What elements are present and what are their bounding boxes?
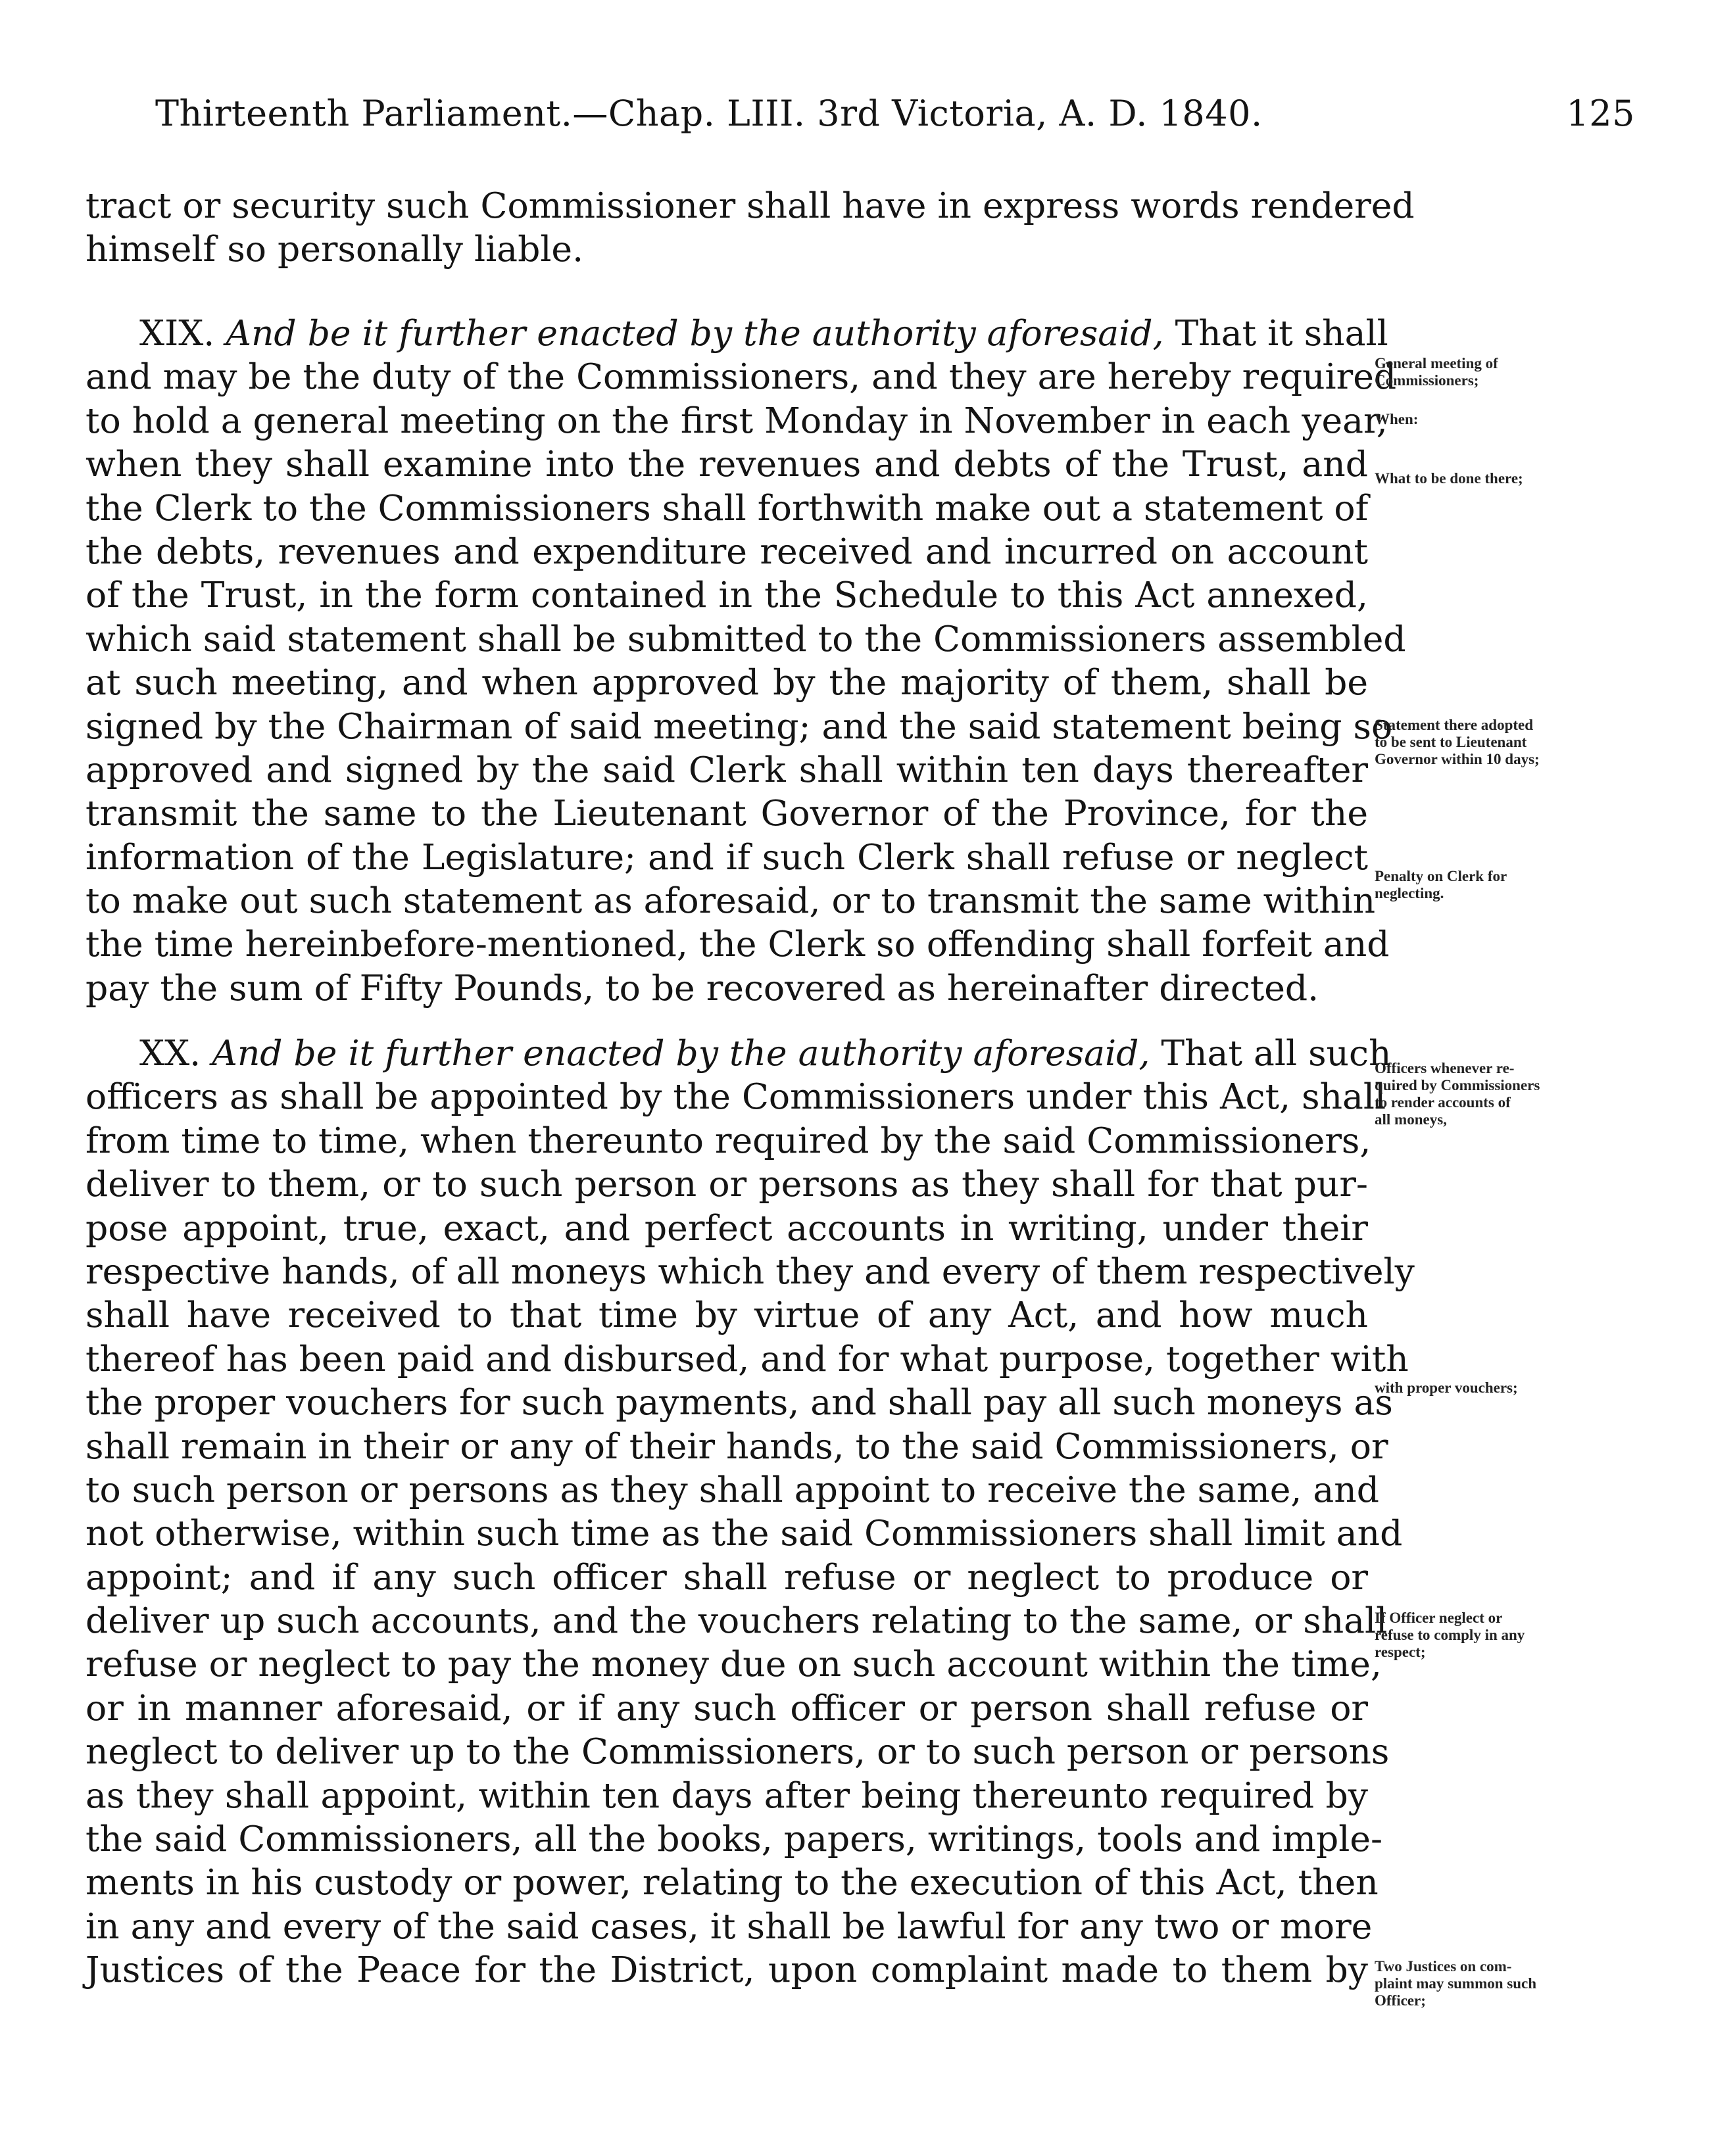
text-line: pay the sum of Fifty Pounds, to be recovered as hereinafter directed. [86,967,1319,1009]
section-xx-first-line [86,1032,1392,1075]
text-line: officers as shall be appointed by the Commissioners under this Act, shall [86,1076,1386,1118]
section-xix [86,312,1406,1010]
margin-note-general-meeting [1375,355,1625,389]
text-line: to hold a general meeting on the first Monday in November in each year, [86,399,1388,441]
text-line: signed by the Chairman of said meeting; and the said statement being so [86,705,1393,747]
section-xix-first-line [86,312,1388,355]
text-fragment: That all such [1161,1032,1392,1074]
margin-note-penalty-clerk [1375,868,1625,902]
text-line: and may be the duty of the Commissioners, and they are hereby required [86,356,1397,398]
margin-note-line: Governor within 10 days; [1375,751,1540,767]
text-line: Justices of the Peace for the District, upon complaint made to them by [86,1949,1368,1991]
text-line: tract or security such Commissioner shall have in express words rendered [86,185,1415,226]
margin-note-vouchers [1375,1379,1625,1397]
margin-note-line: neglecting. [1375,885,1444,901]
text-fragment: That it shall [1175,312,1388,354]
text-line: appoint; and if any such officer shall refuse or neglect to produce or [86,1556,1368,1598]
text-line: the Clerk to the Commissioners shall forthwith make out a statement of [86,487,1369,529]
section-xx [86,1032,1415,1992]
text-line: of the Trust, in the form contained in the Schedule to this Act annexed, [86,574,1368,616]
text-line: the time hereinbefore-mentioned, the Clerk so offending shall forfeit and [86,923,1390,965]
text-line: when they shall examine into the revenues and debts of the Trust, and [86,443,1368,485]
page-number: 125 [1566,93,1635,134]
text-line: thereof has been paid and disbursed, and for what purpose, together with [86,1337,1409,1379]
margin-note-line: Statement there adopted [1375,717,1534,733]
text-line: respective hands, of all moneys which they and every of them respectively [86,1250,1415,1292]
margin-note-line: plaint may summon such [1375,1975,1537,1992]
text-line: refuse or neglect to pay the money due on such account within the time, [86,1643,1382,1685]
text-line: in any and every of the said cases, it shall be lawful for any two or more [86,1905,1373,1947]
text-line: neglect to deliver up to the Commissioners, or to such person or persons [86,1731,1390,1773]
text-line: information of the Legislature; and if such Clerk shall refuse or neglect [86,836,1368,878]
text-line: or in manner aforesaid, or if any such officer or person shall refuse or [86,1687,1368,1729]
margin-note-officers-accounts [1375,1060,1625,1128]
margin-note-line: General meeting of [1375,355,1498,371]
margin-note-line: Two Justices on com- [1375,1958,1512,1975]
text-line: the debts, revenues and expenditure received and incurred on account [86,530,1368,572]
text-line: at such meeting, and when approved by the majority of them, shall be [86,661,1368,704]
text-line: himself so personally liable. [86,228,584,270]
text-line: as they shall appoint, within ten days after being thereunto required by [86,1774,1368,1816]
margin-note-two-justices [1375,1958,1625,2009]
text-line: ments in his custody or power, relating to the execution of this Act, then [86,1861,1379,1904]
margin-note-if-officer [1375,1610,1625,1661]
margin-note-when [1375,411,1625,428]
text-line: deliver to them, or to such person or persons as they shall for that pur- [86,1163,1368,1205]
running-title: Thirteenth Parliament.—Chap. LIII. 3rd Victoria, A. D. 1840. [155,93,1263,134]
text-line: to such person or persons as they shall appoint to receive the same, and [86,1468,1379,1510]
text-line: not otherwise, within such time as the said Commissioners shall limit and [86,1512,1403,1554]
text-line: the said Commissioners, all the books, papers, writings, tools and imple- [86,1818,1383,1860]
margin-note-line: Officer; [1375,1992,1426,2009]
text-line: approved and signed by the said Clerk shall within ten days thereafter [86,748,1368,790]
carry-over-paragraph [86,184,1415,272]
text-line: deliver up such accounts, and the vouchers relating to the same, or shall [86,1600,1388,1642]
text-line: the proper vouchers for such payments, and shall pay all such moneys as [86,1381,1393,1424]
margin-note-what-done [1375,470,1625,487]
margin-note-line: with proper vouchers; [1375,1379,1518,1396]
running-header [155,91,1635,137]
margin-note-line: quired by Commissioners [1375,1077,1540,1093]
text-line: transmit the same to the Lieutenant Governor of the Province, for the [86,792,1368,834]
margin-note-line: Officers whenever re- [1375,1060,1515,1076]
margin-note-line: all moneys, [1375,1111,1447,1128]
margin-note-line: Commissioners; [1375,372,1479,389]
text-line: which said statement shall be submitted to the Commissioners assembled [86,617,1406,659]
margin-note-line: to be sent to Lieutenant [1375,734,1527,750]
margin-note-line: Penalty on Clerk for [1375,868,1507,884]
text-line: pose appoint, true, exact, and perfect accounts in writing, under their [86,1207,1368,1249]
margin-note-line: to render accounts of [1375,1094,1511,1111]
text-line: shall have received to that time by virtue of any Act, and how much [86,1294,1368,1336]
enacting-clause: And be it further enacted by the authority aforesaid, [226,312,1164,354]
margin-note-statement-sent [1375,717,1625,768]
margin-note-line: respect; [1375,1644,1426,1660]
margin-note-line: If Officer neglect or [1375,1610,1503,1626]
text-line: from time to time, when thereunto required by the said Commissioners, [86,1119,1371,1161]
section-number: XX. [139,1032,201,1074]
text-line: shall remain in their or any of their hands, to the said Commissioners, or [86,1425,1388,1467]
section-number: XIX. [139,312,215,354]
margin-note-line: What to be done there; [1375,470,1523,487]
enacting-clause: And be it further enacted by the authority aforesaid, [212,1032,1150,1074]
margin-note-line: refuse to comply in any [1375,1627,1525,1643]
text-line: to make out such statement as aforesaid, or to transmit the same within [86,880,1376,922]
margin-note-line: When: [1375,411,1419,427]
